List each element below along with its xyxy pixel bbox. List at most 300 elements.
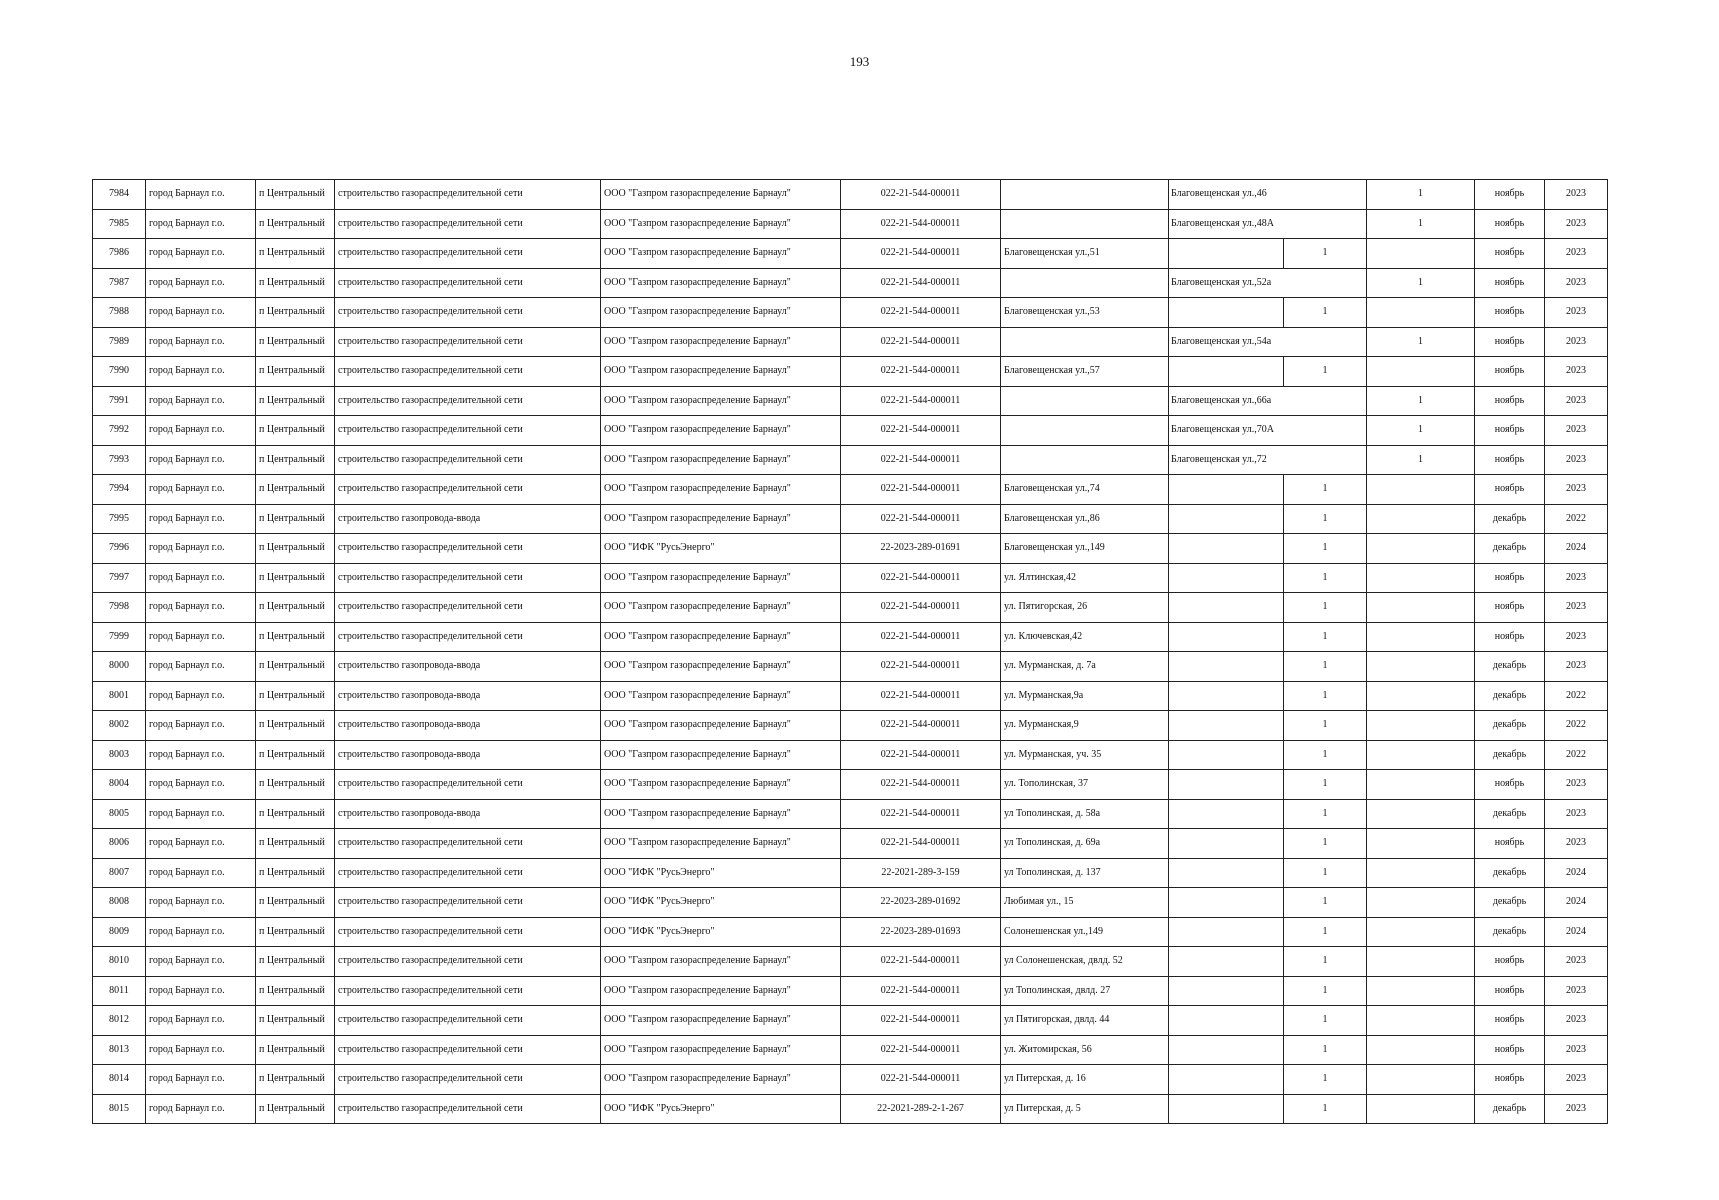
district-cell: п Центральный: [256, 1094, 335, 1124]
city-cell: город Барнаул г.о.: [146, 1035, 256, 1065]
address-cell: ул Пятигорская, двлд. 44: [1001, 1006, 1169, 1036]
address-empty-cell: [1001, 386, 1169, 416]
city-cell: город Барнаул г.о.: [146, 947, 256, 977]
work-type-cell: строительство газораспределительной сети: [335, 416, 601, 446]
quantity-cell: 1: [1284, 829, 1367, 859]
district-cell: п Центральный: [256, 1035, 335, 1065]
organization-cell: ООО "Газпром газораспределение Барнаул": [601, 357, 841, 387]
quantity-cell: 1: [1367, 268, 1475, 298]
address-cell: Благовещенская ул.,149: [1001, 534, 1169, 564]
month-cell: декабрь: [1475, 504, 1545, 534]
row-number-cell: 7994: [93, 475, 146, 505]
row-number-cell: 8004: [93, 770, 146, 800]
address-cell: Благовещенская ул.,70А: [1169, 416, 1367, 446]
quantity-extra-cell: [1367, 770, 1475, 800]
registry-number-cell: 022-21-544-000011: [841, 445, 1001, 475]
registry-number-cell: 22-2023-289-01692: [841, 888, 1001, 918]
quantity-extra-cell: [1367, 947, 1475, 977]
row-number-cell: 7985: [93, 209, 146, 239]
district-cell: п Центральный: [256, 504, 335, 534]
quantity-extra-cell: [1367, 829, 1475, 859]
table-row: [93, 858, 1608, 888]
city-cell: город Барнаул г.о.: [146, 681, 256, 711]
address-cell: ул Тополинская, д. 58а: [1001, 799, 1169, 829]
district-cell: п Центральный: [256, 652, 335, 682]
organization-cell: ООО "Газпром газораспределение Барнаул": [601, 445, 841, 475]
table-row: [93, 976, 1608, 1006]
organization-cell: ООО "ИФК "РусьЭнерго": [601, 1094, 841, 1124]
district-cell: п Центральный: [256, 180, 335, 210]
work-type-cell: строительство газораспределительной сети: [335, 180, 601, 210]
city-cell: город Барнаул г.о.: [146, 622, 256, 652]
district-cell: п Центральный: [256, 681, 335, 711]
row-number-cell: 8001: [93, 681, 146, 711]
month-cell: ноябрь: [1475, 239, 1545, 269]
quantity-extra-cell: [1367, 593, 1475, 623]
address-cell: ул. Ялтинская,42: [1001, 563, 1169, 593]
quantity-cell: 1: [1284, 1035, 1367, 1065]
quantity-extra-cell: [1367, 1065, 1475, 1095]
organization-cell: ООО "Газпром газораспределение Барнаул": [601, 652, 841, 682]
table-row: [93, 1094, 1608, 1124]
table-row: [93, 209, 1608, 239]
year-cell: 2023: [1545, 445, 1608, 475]
registry-number-cell: 22-2021-289-2-1-267: [841, 1094, 1001, 1124]
row-number-cell: 7984: [93, 180, 146, 210]
address-cell: ул. Мурманская, д. 7а: [1001, 652, 1169, 682]
quantity-cell: 1: [1284, 1065, 1367, 1095]
month-cell: декабрь: [1475, 681, 1545, 711]
address-empty-cell: [1001, 445, 1169, 475]
month-cell: ноябрь: [1475, 386, 1545, 416]
address-cell: ул. Мурманская, уч. 35: [1001, 740, 1169, 770]
address-extra-cell: [1169, 298, 1284, 328]
quantity-cell: 1: [1284, 1094, 1367, 1124]
address-cell: ул. Житомирская, 56: [1001, 1035, 1169, 1065]
month-cell: ноябрь: [1475, 829, 1545, 859]
district-cell: п Центральный: [256, 740, 335, 770]
address-empty-cell: [1001, 268, 1169, 298]
work-type-cell: строительство газораспределительной сети: [335, 1094, 601, 1124]
city-cell: город Барнаул г.о.: [146, 976, 256, 1006]
address-extra-cell: [1169, 917, 1284, 947]
row-number-cell: 8011: [93, 976, 146, 1006]
district-cell: п Центральный: [256, 475, 335, 505]
quantity-cell: 1: [1284, 563, 1367, 593]
address-cell: ул. Ключевская,42: [1001, 622, 1169, 652]
year-cell: 2023: [1545, 622, 1608, 652]
address-empty-cell: [1001, 327, 1169, 357]
year-cell: 2023: [1545, 416, 1608, 446]
row-number-cell: 7987: [93, 268, 146, 298]
city-cell: город Барнаул г.о.: [146, 1094, 256, 1124]
table-row: [93, 622, 1608, 652]
organization-cell: ООО "Газпром газораспределение Барнаул": [601, 1065, 841, 1095]
table-row: [93, 298, 1608, 328]
address-cell: ул. Тополинская, 37: [1001, 770, 1169, 800]
row-number-cell: 7988: [93, 298, 146, 328]
quantity-extra-cell: [1367, 504, 1475, 534]
registry-table: [92, 179, 1608, 1124]
organization-cell: ООО "Газпром газораспределение Барнаул": [601, 593, 841, 623]
table-row: [93, 239, 1608, 269]
year-cell: 2022: [1545, 711, 1608, 741]
registry-number-cell: 22-2021-289-3-159: [841, 858, 1001, 888]
year-cell: 2023: [1545, 1065, 1608, 1095]
district-cell: п Центральный: [256, 858, 335, 888]
year-cell: 2023: [1545, 298, 1608, 328]
registry-number-cell: 022-21-544-000011: [841, 357, 1001, 387]
quantity-extra-cell: [1367, 652, 1475, 682]
work-type-cell: строительство газораспределительной сети: [335, 357, 601, 387]
year-cell: 2022: [1545, 740, 1608, 770]
quantity-extra-cell: [1367, 858, 1475, 888]
month-cell: ноябрь: [1475, 1006, 1545, 1036]
organization-cell: ООО "Газпром газораспределение Барнаул": [601, 947, 841, 977]
organization-cell: ООО "ИФК "РусьЭнерго": [601, 858, 841, 888]
address-extra-cell: [1169, 858, 1284, 888]
year-cell: 2022: [1545, 504, 1608, 534]
address-extra-cell: [1169, 770, 1284, 800]
address-extra-cell: [1169, 593, 1284, 623]
registry-number-cell: 022-21-544-000011: [841, 829, 1001, 859]
address-cell: ул. Пятигорская, 26: [1001, 593, 1169, 623]
organization-cell: ООО "Газпром газораспределение Барнаул": [601, 770, 841, 800]
address-cell: Благовещенская ул.,52а: [1169, 268, 1367, 298]
quantity-extra-cell: [1367, 534, 1475, 564]
quantity-cell: 1: [1284, 711, 1367, 741]
organization-cell: ООО "Газпром газораспределение Барнаул": [601, 799, 841, 829]
address-extra-cell: [1169, 534, 1284, 564]
table-row: [93, 180, 1608, 210]
quantity-extra-cell: [1367, 711, 1475, 741]
year-cell: 2023: [1545, 475, 1608, 505]
table-row: [93, 1006, 1608, 1036]
district-cell: п Центральный: [256, 622, 335, 652]
address-cell: Благовещенская ул.,53: [1001, 298, 1169, 328]
district-cell: п Центральный: [256, 209, 335, 239]
registry-number-cell: 22-2023-289-01693: [841, 917, 1001, 947]
year-cell: 2024: [1545, 858, 1608, 888]
month-cell: ноябрь: [1475, 475, 1545, 505]
work-type-cell: строительство газораспределительной сети: [335, 475, 601, 505]
year-cell: 2023: [1545, 1035, 1608, 1065]
row-number-cell: 7986: [93, 239, 146, 269]
address-extra-cell: [1169, 504, 1284, 534]
month-cell: ноябрь: [1475, 770, 1545, 800]
month-cell: декабрь: [1475, 1094, 1545, 1124]
year-cell: 2023: [1545, 593, 1608, 623]
district-cell: п Центральный: [256, 327, 335, 357]
row-number-cell: 8008: [93, 888, 146, 918]
organization-cell: ООО "Газпром газораспределение Барнаул": [601, 740, 841, 770]
row-number-cell: 8013: [93, 1035, 146, 1065]
city-cell: город Барнаул г.о.: [146, 799, 256, 829]
registry-number-cell: 022-21-544-000011: [841, 209, 1001, 239]
year-cell: 2024: [1545, 888, 1608, 918]
quantity-cell: 1: [1284, 976, 1367, 1006]
address-cell: Благовещенская ул.,74: [1001, 475, 1169, 505]
year-cell: 2023: [1545, 1006, 1608, 1036]
quantity-extra-cell: [1367, 563, 1475, 593]
work-type-cell: строительство газопровода-ввода: [335, 681, 601, 711]
address-extra-cell: [1169, 563, 1284, 593]
registry-number-cell: 022-21-544-000011: [841, 504, 1001, 534]
quantity-cell: 1: [1284, 681, 1367, 711]
address-extra-cell: [1169, 799, 1284, 829]
organization-cell: ООО "Газпром газораспределение Барнаул": [601, 239, 841, 269]
quantity-cell: 1: [1284, 652, 1367, 682]
quantity-extra-cell: [1367, 917, 1475, 947]
work-type-cell: строительство газораспределительной сети: [335, 976, 601, 1006]
address-cell: ул Питерская, д. 5: [1001, 1094, 1169, 1124]
district-cell: п Центральный: [256, 947, 335, 977]
organization-cell: ООО "Газпром газораспределение Барнаул": [601, 829, 841, 859]
address-extra-cell: [1169, 681, 1284, 711]
quantity-cell: 1: [1284, 858, 1367, 888]
quantity-extra-cell: [1367, 239, 1475, 269]
city-cell: город Барнаул г.о.: [146, 770, 256, 800]
work-type-cell: строительство газораспределительной сети: [335, 947, 601, 977]
organization-cell: ООО "ИФК "РусьЭнерго": [601, 888, 841, 918]
registry-number-cell: 022-21-544-000011: [841, 652, 1001, 682]
year-cell: 2023: [1545, 239, 1608, 269]
quantity-cell: 1: [1284, 622, 1367, 652]
year-cell: 2023: [1545, 563, 1608, 593]
table-row: [93, 357, 1608, 387]
quantity-extra-cell: [1367, 976, 1475, 1006]
address-cell: Благовещенская ул.,57: [1001, 357, 1169, 387]
district-cell: п Центральный: [256, 770, 335, 800]
row-number-cell: 7992: [93, 416, 146, 446]
district-cell: п Центральный: [256, 298, 335, 328]
row-number-cell: 7990: [93, 357, 146, 387]
year-cell: 2023: [1545, 180, 1608, 210]
city-cell: город Барнаул г.о.: [146, 1065, 256, 1095]
month-cell: декабрь: [1475, 858, 1545, 888]
city-cell: город Барнаул г.о.: [146, 563, 256, 593]
quantity-cell: 1: [1367, 445, 1475, 475]
registry-number-cell: 022-21-544-000011: [841, 770, 1001, 800]
address-extra-cell: [1169, 829, 1284, 859]
registry-number-cell: 022-21-544-000011: [841, 298, 1001, 328]
address-extra-cell: [1169, 976, 1284, 1006]
year-cell: 2023: [1545, 386, 1608, 416]
address-extra-cell: [1169, 1065, 1284, 1095]
district-cell: п Центральный: [256, 445, 335, 475]
city-cell: город Барнаул г.о.: [146, 239, 256, 269]
district-cell: п Центральный: [256, 917, 335, 947]
organization-cell: ООО "Газпром газораспределение Барнаул": [601, 1035, 841, 1065]
year-cell: 2024: [1545, 917, 1608, 947]
table-row: [93, 770, 1608, 800]
work-type-cell: строительство газораспределительной сети: [335, 888, 601, 918]
year-cell: 2022: [1545, 681, 1608, 711]
quantity-cell: 1: [1284, 770, 1367, 800]
district-cell: п Центральный: [256, 357, 335, 387]
district-cell: п Центральный: [256, 976, 335, 1006]
city-cell: город Барнаул г.о.: [146, 829, 256, 859]
table-row: [93, 445, 1608, 475]
table-row: [93, 386, 1608, 416]
organization-cell: ООО "ИФК "РусьЭнерго": [601, 917, 841, 947]
quantity-cell: 1: [1367, 327, 1475, 357]
table-row: [93, 829, 1608, 859]
work-type-cell: строительство газораспределительной сети: [335, 593, 601, 623]
table-row: [93, 1065, 1608, 1095]
address-cell: ул Тополинская, д. 137: [1001, 858, 1169, 888]
address-cell: ул Питерская, д. 16: [1001, 1065, 1169, 1095]
month-cell: ноябрь: [1475, 209, 1545, 239]
district-cell: п Центральный: [256, 416, 335, 446]
quantity-cell: 1: [1284, 947, 1367, 977]
registry-number-cell: 022-21-544-000011: [841, 1035, 1001, 1065]
table-row: [93, 563, 1608, 593]
organization-cell: ООО "Газпром газораспределение Барнаул": [601, 711, 841, 741]
work-type-cell: строительство газораспределительной сети: [335, 829, 601, 859]
organization-cell: ООО "Газпром газораспределение Барнаул": [601, 622, 841, 652]
city-cell: город Барнаул г.о.: [146, 534, 256, 564]
city-cell: город Барнаул г.о.: [146, 593, 256, 623]
year-cell: 2023: [1545, 1094, 1608, 1124]
address-cell: ул. Мурманская,9: [1001, 711, 1169, 741]
address-extra-cell: [1169, 652, 1284, 682]
work-type-cell: строительство газораспределительной сети: [335, 445, 601, 475]
city-cell: город Барнаул г.о.: [146, 740, 256, 770]
month-cell: ноябрь: [1475, 298, 1545, 328]
address-cell: Любимая ул., 15: [1001, 888, 1169, 918]
registry-number-cell: 022-21-544-000011: [841, 740, 1001, 770]
city-cell: город Барнаул г.о.: [146, 1006, 256, 1036]
row-number-cell: 8006: [93, 829, 146, 859]
table-row: [93, 327, 1608, 357]
quantity-extra-cell: [1367, 799, 1475, 829]
table-row: [93, 504, 1608, 534]
address-extra-cell: [1169, 740, 1284, 770]
registry-number-cell: 22-2023-289-01691: [841, 534, 1001, 564]
registry-number-cell: 022-21-544-000011: [841, 268, 1001, 298]
registry-number-cell: 022-21-544-000011: [841, 180, 1001, 210]
city-cell: город Барнаул г.о.: [146, 416, 256, 446]
organization-cell: ООО "Газпром газораспределение Барнаул": [601, 416, 841, 446]
address-empty-cell: [1001, 416, 1169, 446]
city-cell: город Барнаул г.о.: [146, 327, 256, 357]
quantity-extra-cell: [1367, 475, 1475, 505]
quantity-extra-cell: [1367, 1035, 1475, 1065]
quantity-cell: 1: [1367, 416, 1475, 446]
city-cell: город Барнаул г.о.: [146, 357, 256, 387]
address-cell: Благовещенская ул.,54а: [1169, 327, 1367, 357]
work-type-cell: строительство газораспределительной сети: [335, 534, 601, 564]
address-extra-cell: [1169, 1006, 1284, 1036]
city-cell: город Барнаул г.о.: [146, 504, 256, 534]
organization-cell: ООО "ИФК "РусьЭнерго": [601, 534, 841, 564]
quantity-extra-cell: [1367, 888, 1475, 918]
district-cell: п Центральный: [256, 593, 335, 623]
work-type-cell: строительство газораспределительной сети: [335, 268, 601, 298]
registry-number-cell: 022-21-544-000011: [841, 593, 1001, 623]
organization-cell: ООО "Газпром газораспределение Барнаул": [601, 504, 841, 534]
quantity-cell: 1: [1284, 504, 1367, 534]
organization-cell: ООО "Газпром газораспределение Барнаул": [601, 209, 841, 239]
month-cell: ноябрь: [1475, 1035, 1545, 1065]
month-cell: ноябрь: [1475, 593, 1545, 623]
work-type-cell: строительство газораспределительной сети: [335, 563, 601, 593]
work-type-cell: строительство газораспределительной сети: [335, 386, 601, 416]
quantity-cell: 1: [1284, 357, 1367, 387]
district-cell: п Центральный: [256, 888, 335, 918]
table-row: [93, 268, 1608, 298]
address-extra-cell: [1169, 475, 1284, 505]
address-cell: Благовещенская ул.,66а: [1169, 386, 1367, 416]
organization-cell: ООО "Газпром газораспределение Барнаул": [601, 298, 841, 328]
work-type-cell: строительство газораспределительной сети: [335, 858, 601, 888]
city-cell: город Барнаул г.о.: [146, 917, 256, 947]
city-cell: город Барнаул г.о.: [146, 858, 256, 888]
work-type-cell: строительство газораспределительной сети: [335, 1065, 601, 1095]
organization-cell: ООО "Газпром газораспределение Барнаул": [601, 563, 841, 593]
registry-number-cell: 022-21-544-000011: [841, 327, 1001, 357]
row-number-cell: 8014: [93, 1065, 146, 1095]
organization-cell: ООО "Газпром газораспределение Барнаул": [601, 681, 841, 711]
row-number-cell: 8010: [93, 947, 146, 977]
year-cell: 2023: [1545, 268, 1608, 298]
city-cell: город Барнаул г.о.: [146, 445, 256, 475]
organization-cell: ООО "Газпром газораспределение Барнаул": [601, 268, 841, 298]
quantity-cell: 1: [1284, 1006, 1367, 1036]
year-cell: 2023: [1545, 799, 1608, 829]
address-cell: Благовещенская ул.,51: [1001, 239, 1169, 269]
quantity-extra-cell: [1367, 1006, 1475, 1036]
work-type-cell: строительство газопровода-ввода: [335, 740, 601, 770]
city-cell: город Барнаул г.о.: [146, 180, 256, 210]
table-row: [93, 475, 1608, 505]
address-cell: ул. Мурманская,9а: [1001, 681, 1169, 711]
quantity-extra-cell: [1367, 740, 1475, 770]
work-type-cell: строительство газораспределительной сети: [335, 239, 601, 269]
quantity-cell: 1: [1367, 209, 1475, 239]
city-cell: город Барнаул г.о.: [146, 888, 256, 918]
address-extra-cell: [1169, 239, 1284, 269]
city-cell: город Барнаул г.о.: [146, 652, 256, 682]
district-cell: п Центральный: [256, 239, 335, 269]
organization-cell: ООО "Газпром газораспределение Барнаул": [601, 475, 841, 505]
year-cell: 2023: [1545, 357, 1608, 387]
row-number-cell: 8002: [93, 711, 146, 741]
month-cell: ноябрь: [1475, 947, 1545, 977]
month-cell: ноябрь: [1475, 327, 1545, 357]
year-cell: 2023: [1545, 976, 1608, 1006]
month-cell: декабрь: [1475, 917, 1545, 947]
row-number-cell: 8005: [93, 799, 146, 829]
row-number-cell: 7991: [93, 386, 146, 416]
city-cell: город Барнаул г.о.: [146, 386, 256, 416]
table-row: [93, 740, 1608, 770]
table-row: [93, 799, 1608, 829]
registry-number-cell: 022-21-544-000011: [841, 1006, 1001, 1036]
quantity-extra-cell: [1367, 622, 1475, 652]
organization-cell: ООО "Газпром газораспределение Барнаул": [601, 1006, 841, 1036]
work-type-cell: строительство газопровода-ввода: [335, 652, 601, 682]
year-cell: 2023: [1545, 770, 1608, 800]
quantity-cell: 1: [1284, 740, 1367, 770]
year-cell: 2023: [1545, 947, 1608, 977]
table-row: [93, 947, 1608, 977]
month-cell: ноябрь: [1475, 563, 1545, 593]
district-cell: п Центральный: [256, 1006, 335, 1036]
quantity-cell: 1: [1284, 534, 1367, 564]
month-cell: декабрь: [1475, 711, 1545, 741]
